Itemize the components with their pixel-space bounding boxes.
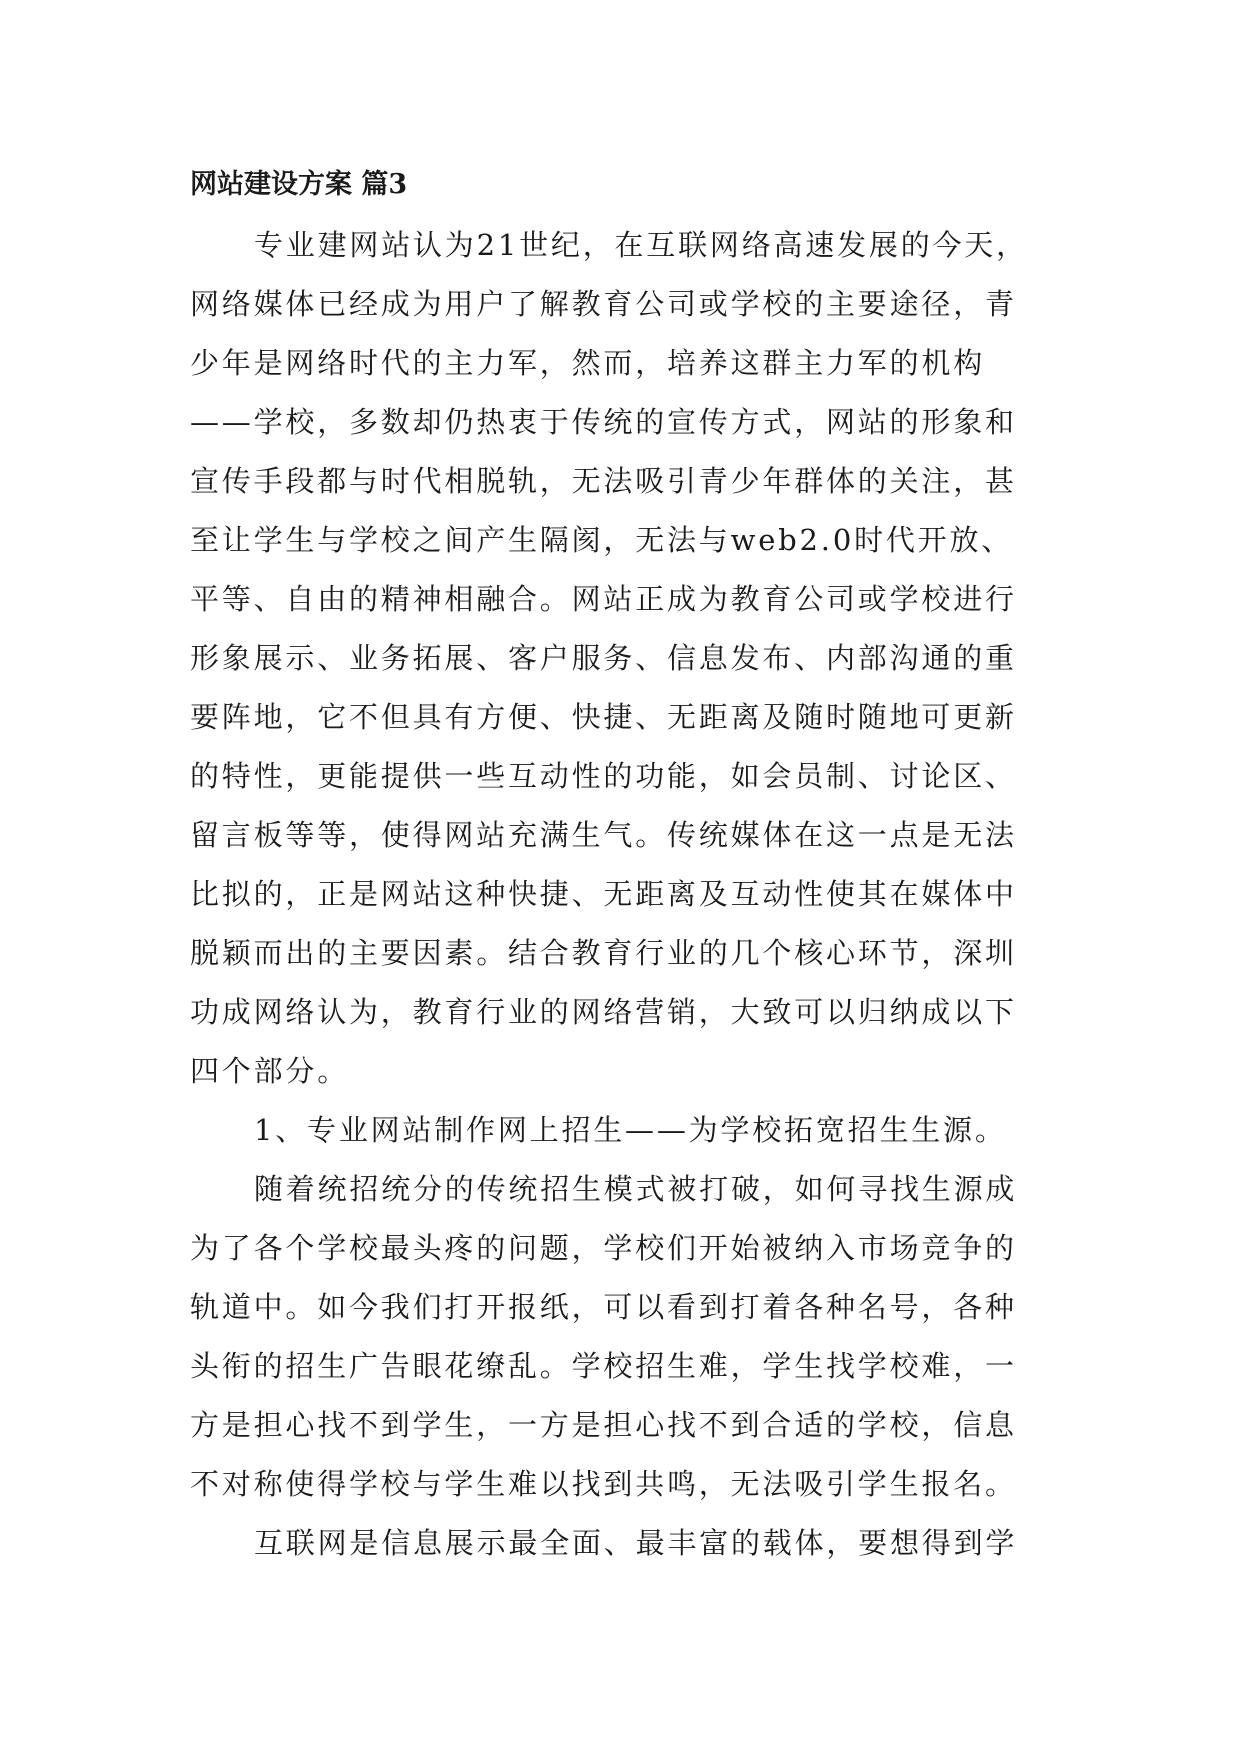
text-line: 专业建网站认为21世纪，在互联网络高速发展的今天， — [254, 228, 1028, 262]
text-line: 方是担心找不到学生，一方是担心找不到合适的学校，信息 — [190, 1408, 1017, 1442]
text-line: 平等、自由的精神相融合。网站正成为教育公司或学校进行 — [190, 582, 1017, 616]
text-line: 要阵地，它不但具有方便、快捷、无距离及随时随地可更新 — [190, 700, 1017, 734]
text-line: 头衔的招生广告眼花缭乱。学校招生难，学生找学校难，一 — [190, 1349, 1017, 1383]
text-line: 功成网络认为，教育行业的网络营销，大致可以归纳成以下 — [190, 995, 1017, 1029]
text-line: 少年是网络时代的主力军，然而，培养这群主力军的机构 — [190, 346, 986, 380]
text-line: 脱颖而出的主要因素。结合教育行业的几个核心环节，深圳 — [190, 936, 1017, 970]
text-line: 随着统招统分的传统招生模式被打破，如何寻找生源成 — [254, 1172, 1018, 1206]
text-line: 形象展示、业务拓展、客户服务、信息发布、内部沟通的重 — [190, 641, 1017, 675]
text-line: 轨道中。如今我们打开报纸，可以看到打着各种名号，各种 — [190, 1290, 1017, 1324]
text-line: 网络媒体已经成为用户了解教育公司或学校的主要途径，青 — [190, 287, 1017, 321]
text-line: 四个部分。 — [190, 1054, 350, 1088]
text-line: 的特性，更能提供一些互动性的功能，如会员制、讨论区、 — [190, 759, 1017, 793]
text-line: 为了各个学校最头疼的问题，学校们开始被纳入市场竞争的 — [190, 1231, 1017, 1265]
text-line: 宣传手段都与时代相脱轨，无法吸引青少年群体的关注，甚 — [190, 464, 1017, 498]
text-line: ——学校，多数却仍热衷于传统的宣传方式，网站的形象和 — [190, 405, 1017, 439]
section-heading: 1、专业网站制作网上招生——为学校拓宽招生生源。 — [254, 1113, 1007, 1147]
document-title: 网站建设方案 篇3 — [190, 169, 408, 200]
text-line: 不对称使得学校与学生难以找到共鸣，无法吸引学生报名。 — [190, 1467, 1017, 1501]
text-line: 互联网是信息展示最全面、最丰富的载体，要想得到学 — [254, 1526, 1018, 1560]
text-line: 留言板等等，使得网站充满生气。传统媒体在这一点是无法 — [190, 818, 1017, 852]
text-line: 至让学生与学校之间产生隔阂，无法与web2.0时代开放、 — [190, 523, 1014, 557]
text-line: 比拟的，正是网站这种快捷、无距离及互动性使其在媒体中 — [190, 877, 1017, 911]
